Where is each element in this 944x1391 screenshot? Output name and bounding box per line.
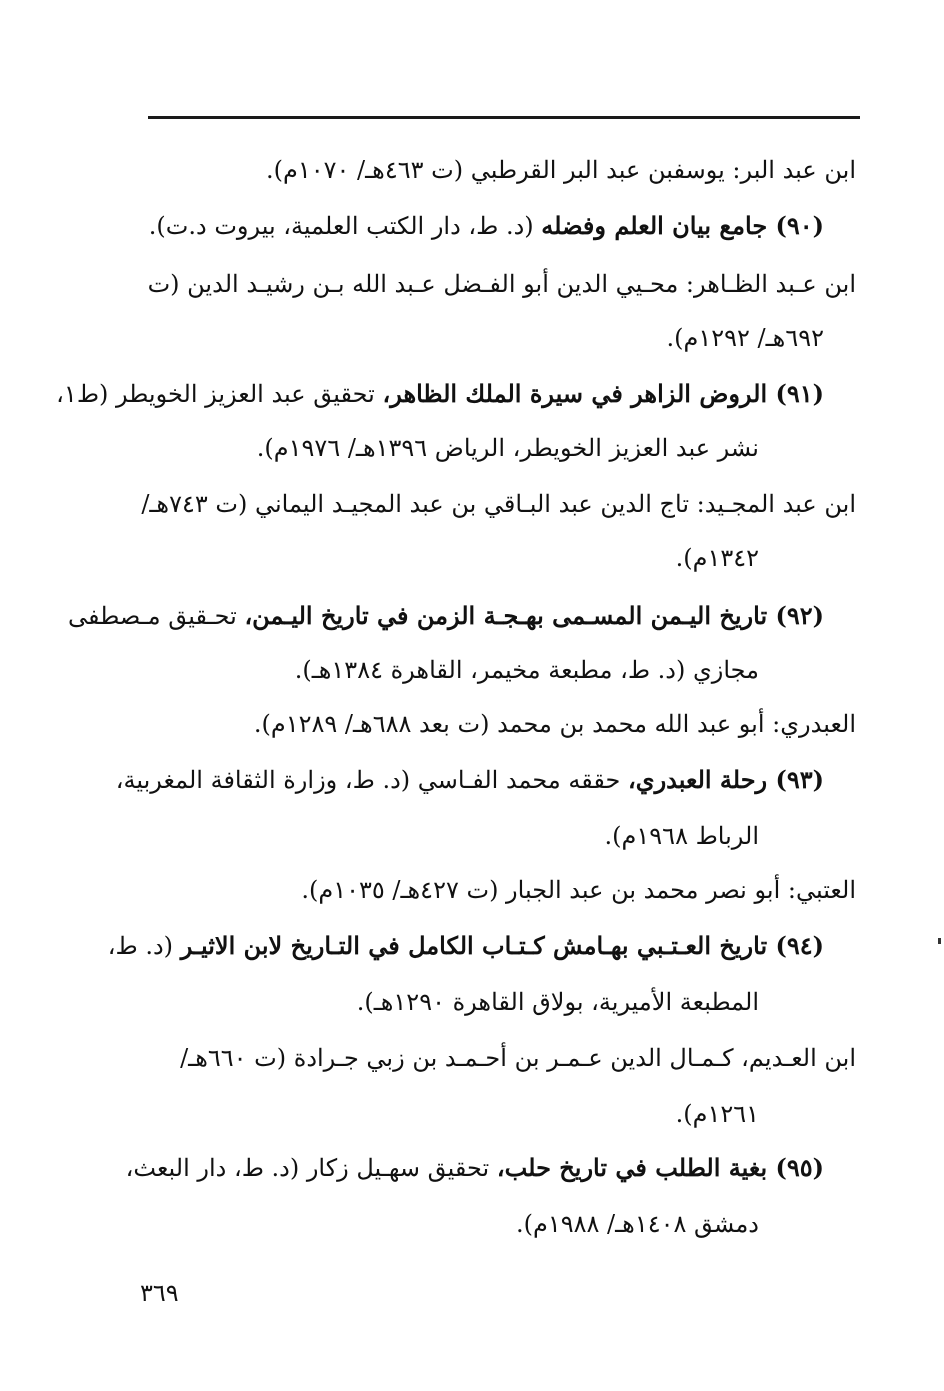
author-line-continued: ٦٩٢هـ/ ١٢٩٢م). — [666, 324, 824, 352]
entry-line: (٩٣) رحلة العبدري، حققه محمد الفـاسي (د. ط، وزارة الثقافة المغربية، — [115, 765, 824, 794]
entry-line: (٩٤) تاريخ العـتـبي بهـامش كـتـاب الكامل في التـاريخ لابن الاثيـر (د. ط، — [107, 931, 824, 960]
entry-line-continued: الرباط ١٩٦٨م). — [604, 822, 759, 850]
author-line: ابن عـبد الظـاهر: محـيي الدين أبو الفـضل عـبد الله بـن رشيـد الدين (ت — [147, 270, 856, 298]
entry-line-continued: مجازي (د. ط، مطبعة مخيمر، القاهرة ١٣٨٤هـ). — [294, 656, 759, 684]
entry-line: (٩٥) بغية الطلب في تاريخ حلب، تحقيق سهـيل زكار (د. ط، دار البعث، — [125, 1153, 824, 1182]
author-line: ابن عبد المجـيد: تاج الدين عبد البـاقي بن عبد المجيـد اليماني (ت ٧٤٣هـ/ — [141, 490, 856, 518]
author-line: العبدري: أبو عبد الله محمد بن محمد (ت بعد ٦٨٨هـ/ ١٢٨٩م). — [253, 710, 856, 738]
entry-line: (٩٠) جامع بيان العلم وفضله (د. ط، دار الكتب العلمية، بيروت د.ت). — [148, 211, 824, 240]
margin-mark — [938, 938, 941, 944]
author-line-continued: ١٢٦١م). — [675, 1100, 759, 1128]
entry-line: (٩٢) تاريخ اليـمن المسـمى بهـجـة الزمن في تاريخ اليـمن، تحـقيق مـصطفى — [68, 601, 824, 630]
author-line: العتبي: أبو نصر محمد بن عبد الجبار (ت ٤٢٧هـ/ ١٠٣٥م). — [301, 876, 856, 904]
entry-line-continued: نشر عبد العزيز الخويطر، الرياض ١٣٩٦هـ/ ١٩٧٦م). — [256, 434, 759, 462]
author-line-continued: ١٣٤٢م). — [675, 544, 759, 572]
header-rule — [148, 116, 860, 119]
entry-line-continued: المطبعة الأميرية، بولاق القاهرة ١٢٩٠هـ). — [356, 988, 759, 1016]
entry-line: (٩١) الروض الزاهر في سيرة الملك الظاهر، تحقيق عبد العزيز الخويطر (ط١، — [56, 379, 824, 408]
page-number: ٣٦٩ — [140, 1279, 179, 1307]
author-line: ابن عبد البر: يوسفبن عبد البر القرطبي (ت ٤٦٣هـ/ ١٠٧٠م). — [266, 156, 856, 184]
entry-line-continued: دمشق ١٤٠٨هـ/ ١٩٨٨م). — [516, 1210, 759, 1238]
author-line: ابن العـديم، كـمـال الدين عـمـر بن أحـمـد بن زبي جـرادة (ت ٦٦٠هـ/ — [180, 1044, 856, 1072]
